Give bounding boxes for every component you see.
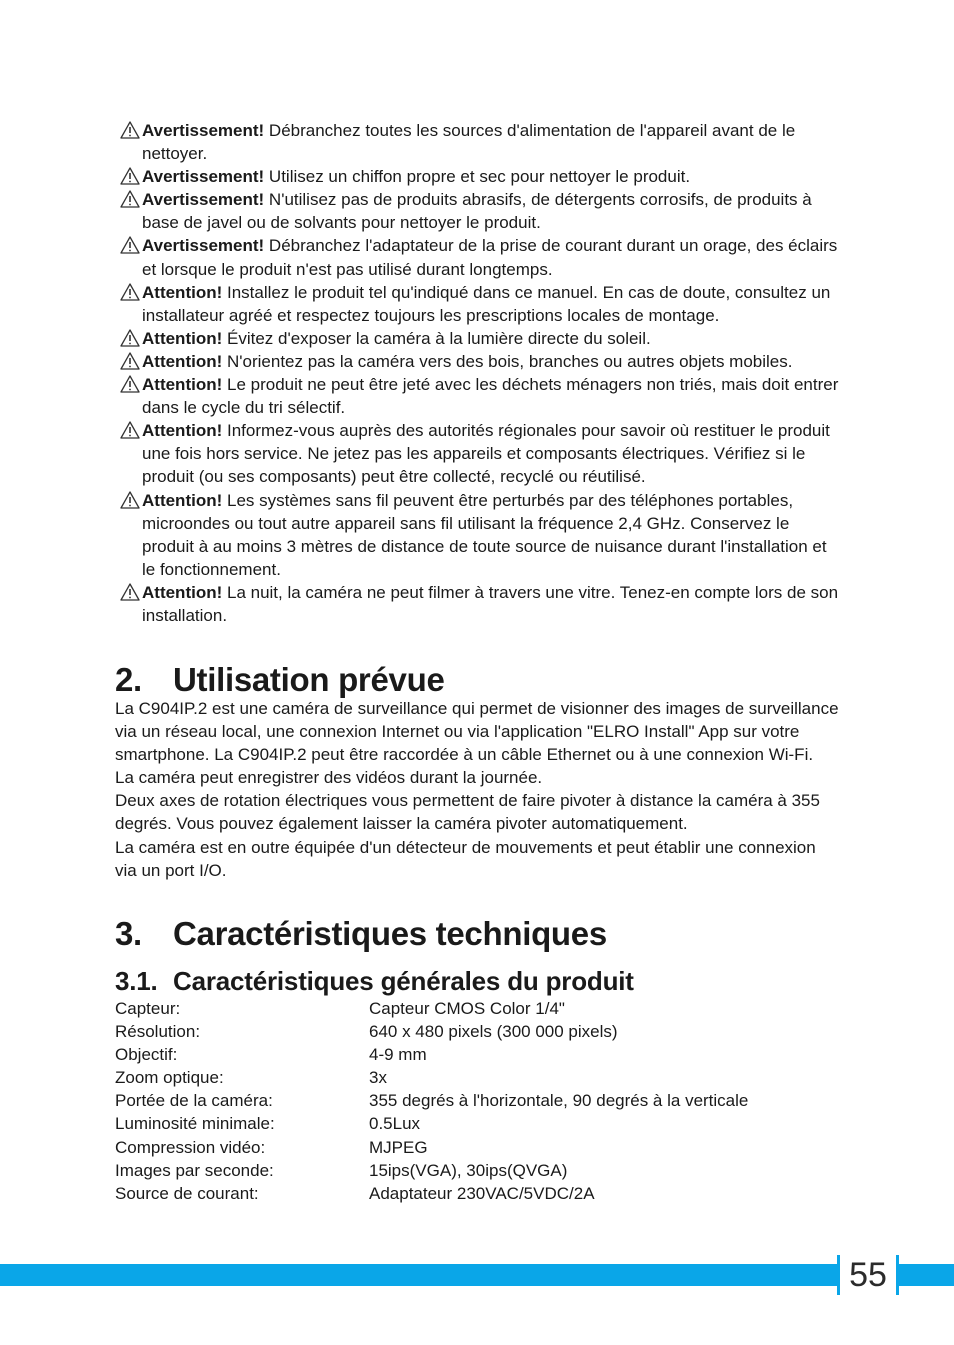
spec-label: Source de courant:: [115, 1183, 259, 1203]
section-title: Caractéristiques techniques: [173, 915, 607, 952]
warning-text: Débranchez toutes les sources d'alimentation de l'appareil avant de le nettoyer.: [142, 121, 796, 164]
warning-label: Attention!: [142, 282, 223, 302]
spec-value: 3x: [369, 1068, 387, 1088]
warning-triangle-icon: [120, 329, 140, 347]
warning-text: Installez le produit tel qu'indiqué dans ce manuel. En cas de doute, consultez un installateur agréé et respectez toujours les prescriptions locales de montage.: [142, 282, 831, 325]
warning-list: [115, 119, 840, 627]
warning-label: Attention!: [142, 375, 223, 395]
paragraph: La C904IP.2 est une caméra de surveillance qui permet de visionner des images de surveillance via un réseau local, une connexion Internet ou via l'application "ELRO Install" App sur votre smartphone. La C904IP.2 peut être raccordée à un câble Ethernet ou à une connexion Wi-Fi.: [115, 699, 839, 765]
spec-value: 15ips(VGA), 30ips(QVGA): [369, 1160, 568, 1180]
section-3-heading: [115, 914, 607, 954]
warning-item: [115, 373, 840, 419]
warning-triangle-icon: [120, 375, 140, 393]
spec-row: [115, 1066, 748, 1089]
spec-value: 640 x 480 pixels (300 000 pixels): [369, 1022, 618, 1042]
warning-label: Attention!: [142, 582, 223, 602]
warning-text: N'orientez pas la caméra vers des bois, branches ou autres objets mobiles.: [222, 351, 793, 371]
paragraph: La caméra peut enregistrer des vidéos durant la journée.: [115, 768, 543, 788]
warning-item: [115, 327, 840, 350]
warning-label: Avertissement!: [142, 236, 265, 256]
spec-label: Compression vidéo:: [115, 1137, 266, 1157]
warning-item: [115, 419, 840, 488]
warning-item: [115, 281, 840, 327]
section-2-heading: [115, 660, 445, 700]
warning-text: Informez-vous auprès des autorités régionales pour savoir où restituer le produit une fois hors service. Ne jetez pas les appareils et composants électriques. Vérifiez si le produit (ou ses composants) peut être collecté, recyclé ou réutilisé.: [142, 421, 830, 487]
spec-row: [115, 1020, 748, 1043]
paragraph: Deux axes de rotation électriques vous permettent de faire pivoter à distance la caméra à 355 degrés. Vous pouvez également laisser la caméra pivoter automatiquement.: [115, 791, 820, 834]
spec-label: Images par seconde:: [115, 1160, 274, 1180]
spec-row: [115, 1112, 748, 1135]
warning-text: N'utilisez pas de produits abrasifs, de détergents corrosifs, de produits à base de javel ou de solvants pour nettoyer le produit.: [142, 190, 812, 233]
footer-bar: [0, 1264, 954, 1286]
warning-triangle-icon: [120, 121, 140, 139]
warning-text: Les systèmes sans fil peuvent être perturbés par des téléphones portables, microondes ou tout autre appareil sans fil utilisant la fréquence 2,4 GHz. Conservez le produit à au moins 3 mètres de distance de toute source de nuisance durant l'installation et le fonctionnement.: [142, 490, 827, 579]
spec-label: Objectif:: [115, 1045, 178, 1065]
spec-value: 4-9 mm: [369, 1045, 427, 1065]
warning-item: [115, 350, 840, 373]
paragraph: La caméra est en outre équipée d'un détecteur de mouvements et peut établir une connexion via un port I/O.: [115, 837, 816, 880]
spec-label: Portée de la caméra:: [115, 1091, 273, 1111]
warning-triangle-icon: [120, 190, 140, 208]
warning-triangle-icon: [120, 421, 140, 439]
spec-row: [115, 1136, 748, 1159]
spec-value: Adaptateur 230VAC/5VDC/2A: [369, 1183, 595, 1203]
warning-text: La nuit, la caméra ne peut filmer à travers une vitre. Tenez-en compte lors de son installation.: [142, 582, 839, 625]
warning-text: Le produit ne peut être jeté avec les déchets ménagers non triés, mais doit entrer dans le cycle du tri sélectif.: [142, 375, 839, 418]
spec-row: [115, 1043, 748, 1066]
warning-triangle-icon: [120, 283, 140, 301]
spec-value: Capteur CMOS Color 1/4": [369, 999, 565, 1018]
section-number: 2.: [115, 661, 142, 698]
warning-item: [115, 165, 840, 188]
warning-triangle-icon: [120, 167, 140, 185]
warning-text: Débranchez l'adaptateur de la prise de courant durant un orage, des éclairs et lorsque le produit n'est pas utilisé durant longtemps.: [142, 236, 838, 279]
warning-label: Attention!: [142, 351, 223, 371]
spec-label: Zoom optique:: [115, 1068, 224, 1088]
page-number-box: [837, 1255, 899, 1295]
warning-label: Attention!: [142, 490, 223, 510]
warning-triangle-icon: [120, 352, 140, 370]
warning-label: Avertissement!: [142, 167, 265, 187]
spec-value: MJPEG: [369, 1137, 428, 1157]
warning-label: Attention!: [142, 328, 223, 348]
warning-text: Utilisez un chiffon propre et sec pour nettoyer le produit.: [264, 167, 691, 187]
subsection-title: Caractéristiques générales du produit: [173, 966, 634, 996]
warning-triangle-icon: [120, 491, 140, 509]
spec-row: [115, 1182, 748, 1205]
spec-row: [115, 997, 748, 1020]
section-title: Utilisation prévue: [173, 661, 445, 698]
spec-label: Résolution:: [115, 1022, 201, 1042]
section-number: 3.: [115, 915, 142, 952]
warning-label: Attention!: [142, 421, 223, 441]
spec-table: [115, 997, 748, 1205]
warning-item: [115, 188, 840, 234]
subsection-number: 3.1.: [115, 966, 158, 996]
warning-item: [115, 489, 840, 581]
spec-value: 355 degrés à l'horizontale, 90 degrés à la verticale: [369, 1091, 749, 1111]
warning-label: Avertissement!: [142, 190, 265, 210]
section-2-body: [115, 697, 840, 882]
spec-row: [115, 1089, 748, 1112]
warning-item: [115, 234, 840, 280]
warning-item: [115, 581, 840, 627]
spec-label: Capteur:: [115, 999, 181, 1018]
warning-item: [115, 119, 840, 165]
subsection-heading: [115, 966, 634, 996]
spec-value: 0.5Lux: [369, 1114, 421, 1134]
warning-triangle-icon: [120, 583, 140, 601]
warning-label: Avertissement!: [142, 121, 265, 140]
spec-label: Luminosité minimale:: [115, 1114, 275, 1134]
page-number: 55: [849, 1256, 887, 1294]
warning-triangle-icon: [120, 236, 140, 254]
warning-text: Évitez d'exposer la caméra à la lumière directe du soleil.: [222, 328, 651, 348]
spec-row: [115, 1159, 748, 1182]
